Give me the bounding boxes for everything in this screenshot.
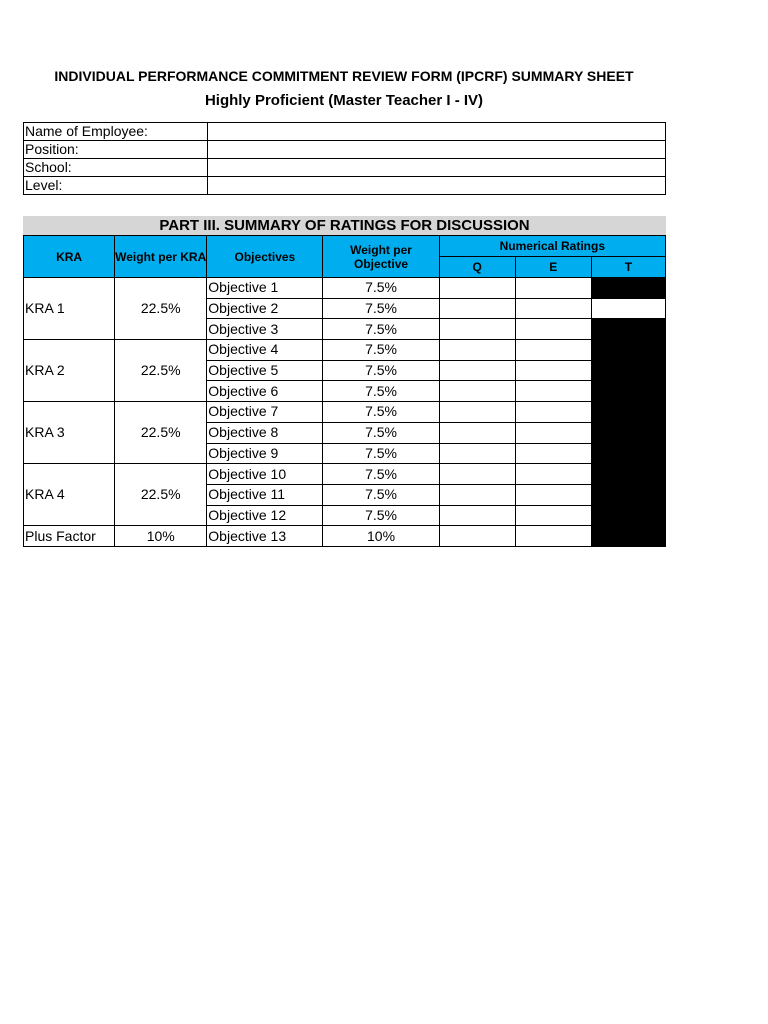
t-rating-cell (591, 526, 665, 547)
e-rating-cell[interactable] (515, 422, 591, 443)
e-rating-cell[interactable] (515, 484, 591, 505)
objective-name: Objective 4 (207, 340, 323, 361)
position-label: Position: (24, 141, 208, 159)
t-rating-cell (591, 319, 665, 340)
q-rating-cell[interactable] (439, 340, 515, 361)
e-header: E (515, 257, 591, 278)
objective-weight: 7.5% (323, 505, 439, 526)
e-rating-cell[interactable] (515, 340, 591, 361)
objective-weight: 7.5% (323, 298, 439, 319)
q-rating-cell[interactable] (439, 464, 515, 485)
kra-weight: 22.5% (115, 278, 207, 340)
t-rating-cell (591, 278, 665, 299)
t-rating-cell (591, 298, 665, 319)
objective-weight: 7.5% (323, 340, 439, 361)
objective-name: Objective 12 (207, 505, 323, 526)
t-rating-cell (591, 381, 665, 402)
objective-weight: 7.5% (323, 402, 439, 423)
objective-name: Objective 11 (207, 484, 323, 505)
employee-info-row (24, 159, 666, 177)
e-rating-cell[interactable] (515, 526, 591, 547)
q-rating-cell[interactable] (439, 278, 515, 299)
objective-weight: 7.5% (323, 443, 439, 464)
objective-name: Objective 7 (207, 402, 323, 423)
weight-per-objective-header: Weight per Objective (323, 236, 439, 278)
weight-per-kra-header: Weight per KRA (115, 236, 207, 278)
t-rating-cell (591, 443, 665, 464)
e-rating-cell[interactable] (515, 360, 591, 381)
t-rating-cell (591, 484, 665, 505)
table-row (24, 402, 666, 423)
q-rating-cell[interactable] (439, 360, 515, 381)
t-rating-cell (591, 402, 665, 423)
e-rating-cell[interactable] (515, 278, 591, 299)
header-row (24, 236, 666, 257)
e-rating-cell[interactable] (515, 443, 591, 464)
q-rating-cell[interactable] (439, 443, 515, 464)
q-rating-cell[interactable] (439, 505, 515, 526)
objective-weight: 7.5% (323, 381, 439, 402)
t-header: T (591, 257, 665, 278)
table-row (24, 340, 666, 361)
table-row (24, 464, 666, 485)
kra-weight: 22.5% (115, 402, 207, 464)
form-title: INDIVIDUAL PERFORMANCE COMMITMENT REVIEW FORM (IPCRF) SUMMARY SHEET (54, 68, 634, 84)
t-rating-cell (591, 422, 665, 443)
level-field[interactable] (208, 177, 666, 195)
kra-weight: 10% (115, 526, 207, 547)
t-rating-cell (591, 505, 665, 526)
q-rating-cell[interactable] (439, 381, 515, 402)
name-of-employee-label: Name of Employee: (24, 123, 208, 141)
q-rating-cell[interactable] (439, 402, 515, 423)
objective-name: Objective 5 (207, 360, 323, 381)
employee-info-row (24, 141, 666, 159)
objective-name: Objective 2 (207, 298, 323, 319)
objective-weight: 7.5% (323, 484, 439, 505)
e-rating-cell[interactable] (515, 381, 591, 402)
e-rating-cell[interactable] (515, 298, 591, 319)
q-header: Q (439, 257, 515, 278)
kra-weight: 22.5% (115, 464, 207, 526)
t-rating-cell (591, 464, 665, 485)
objective-weight: 7.5% (323, 360, 439, 381)
position-field[interactable] (208, 141, 666, 159)
numerical-ratings-header: Numerical Ratings (439, 236, 665, 257)
school-label: School: (24, 159, 208, 177)
objective-name: Objective 9 (207, 443, 323, 464)
employee-info-row (24, 177, 666, 195)
q-rating-cell[interactable] (439, 484, 515, 505)
kra-name: KRA 4 (24, 464, 115, 526)
objective-weight: 7.5% (323, 319, 439, 340)
t-rating-cell (591, 340, 665, 361)
employee-info-row (24, 123, 666, 141)
q-rating-cell[interactable] (439, 422, 515, 443)
school-field[interactable] (208, 159, 666, 177)
kra-weight: 22.5% (115, 340, 207, 402)
objective-name: Objective 8 (207, 422, 323, 443)
table-row (24, 526, 666, 547)
kra-name: KRA 3 (24, 402, 115, 464)
objective-name: Objective 3 (207, 319, 323, 340)
q-rating-cell[interactable] (439, 319, 515, 340)
e-rating-cell[interactable] (515, 319, 591, 340)
objective-weight: 10% (323, 526, 439, 547)
objective-name: Objective 10 (207, 464, 323, 485)
t-rating-cell (591, 360, 665, 381)
section-title: PART III. SUMMARY OF RATINGS FOR DISCUSSION (23, 216, 666, 235)
name-of-employee-field[interactable] (208, 123, 666, 141)
objective-name: Objective 1 (207, 278, 323, 299)
objective-name: Objective 6 (207, 381, 323, 402)
objective-weight: 7.5% (323, 278, 439, 299)
employee-info-table (23, 122, 666, 195)
objective-weight: 7.5% (323, 464, 439, 485)
objective-name: Objective 13 (207, 526, 323, 547)
form-subtitle: Highly Proficient (Master Teacher I - IV) (204, 92, 484, 109)
table-row (24, 278, 666, 299)
objectives-header: Objectives (207, 236, 323, 278)
level-label: Level: (24, 177, 208, 195)
q-rating-cell[interactable] (439, 526, 515, 547)
e-rating-cell[interactable] (515, 505, 591, 526)
kra-name: KRA 1 (24, 278, 115, 340)
objective-weight: 7.5% (323, 422, 439, 443)
ratings-table (23, 235, 666, 547)
kra-header: KRA (24, 236, 115, 278)
kra-name: KRA 2 (24, 340, 115, 402)
q-rating-cell[interactable] (439, 298, 515, 319)
kra-name: Plus Factor (24, 526, 115, 547)
e-rating-cell[interactable] (515, 464, 591, 485)
e-rating-cell[interactable] (515, 402, 591, 423)
